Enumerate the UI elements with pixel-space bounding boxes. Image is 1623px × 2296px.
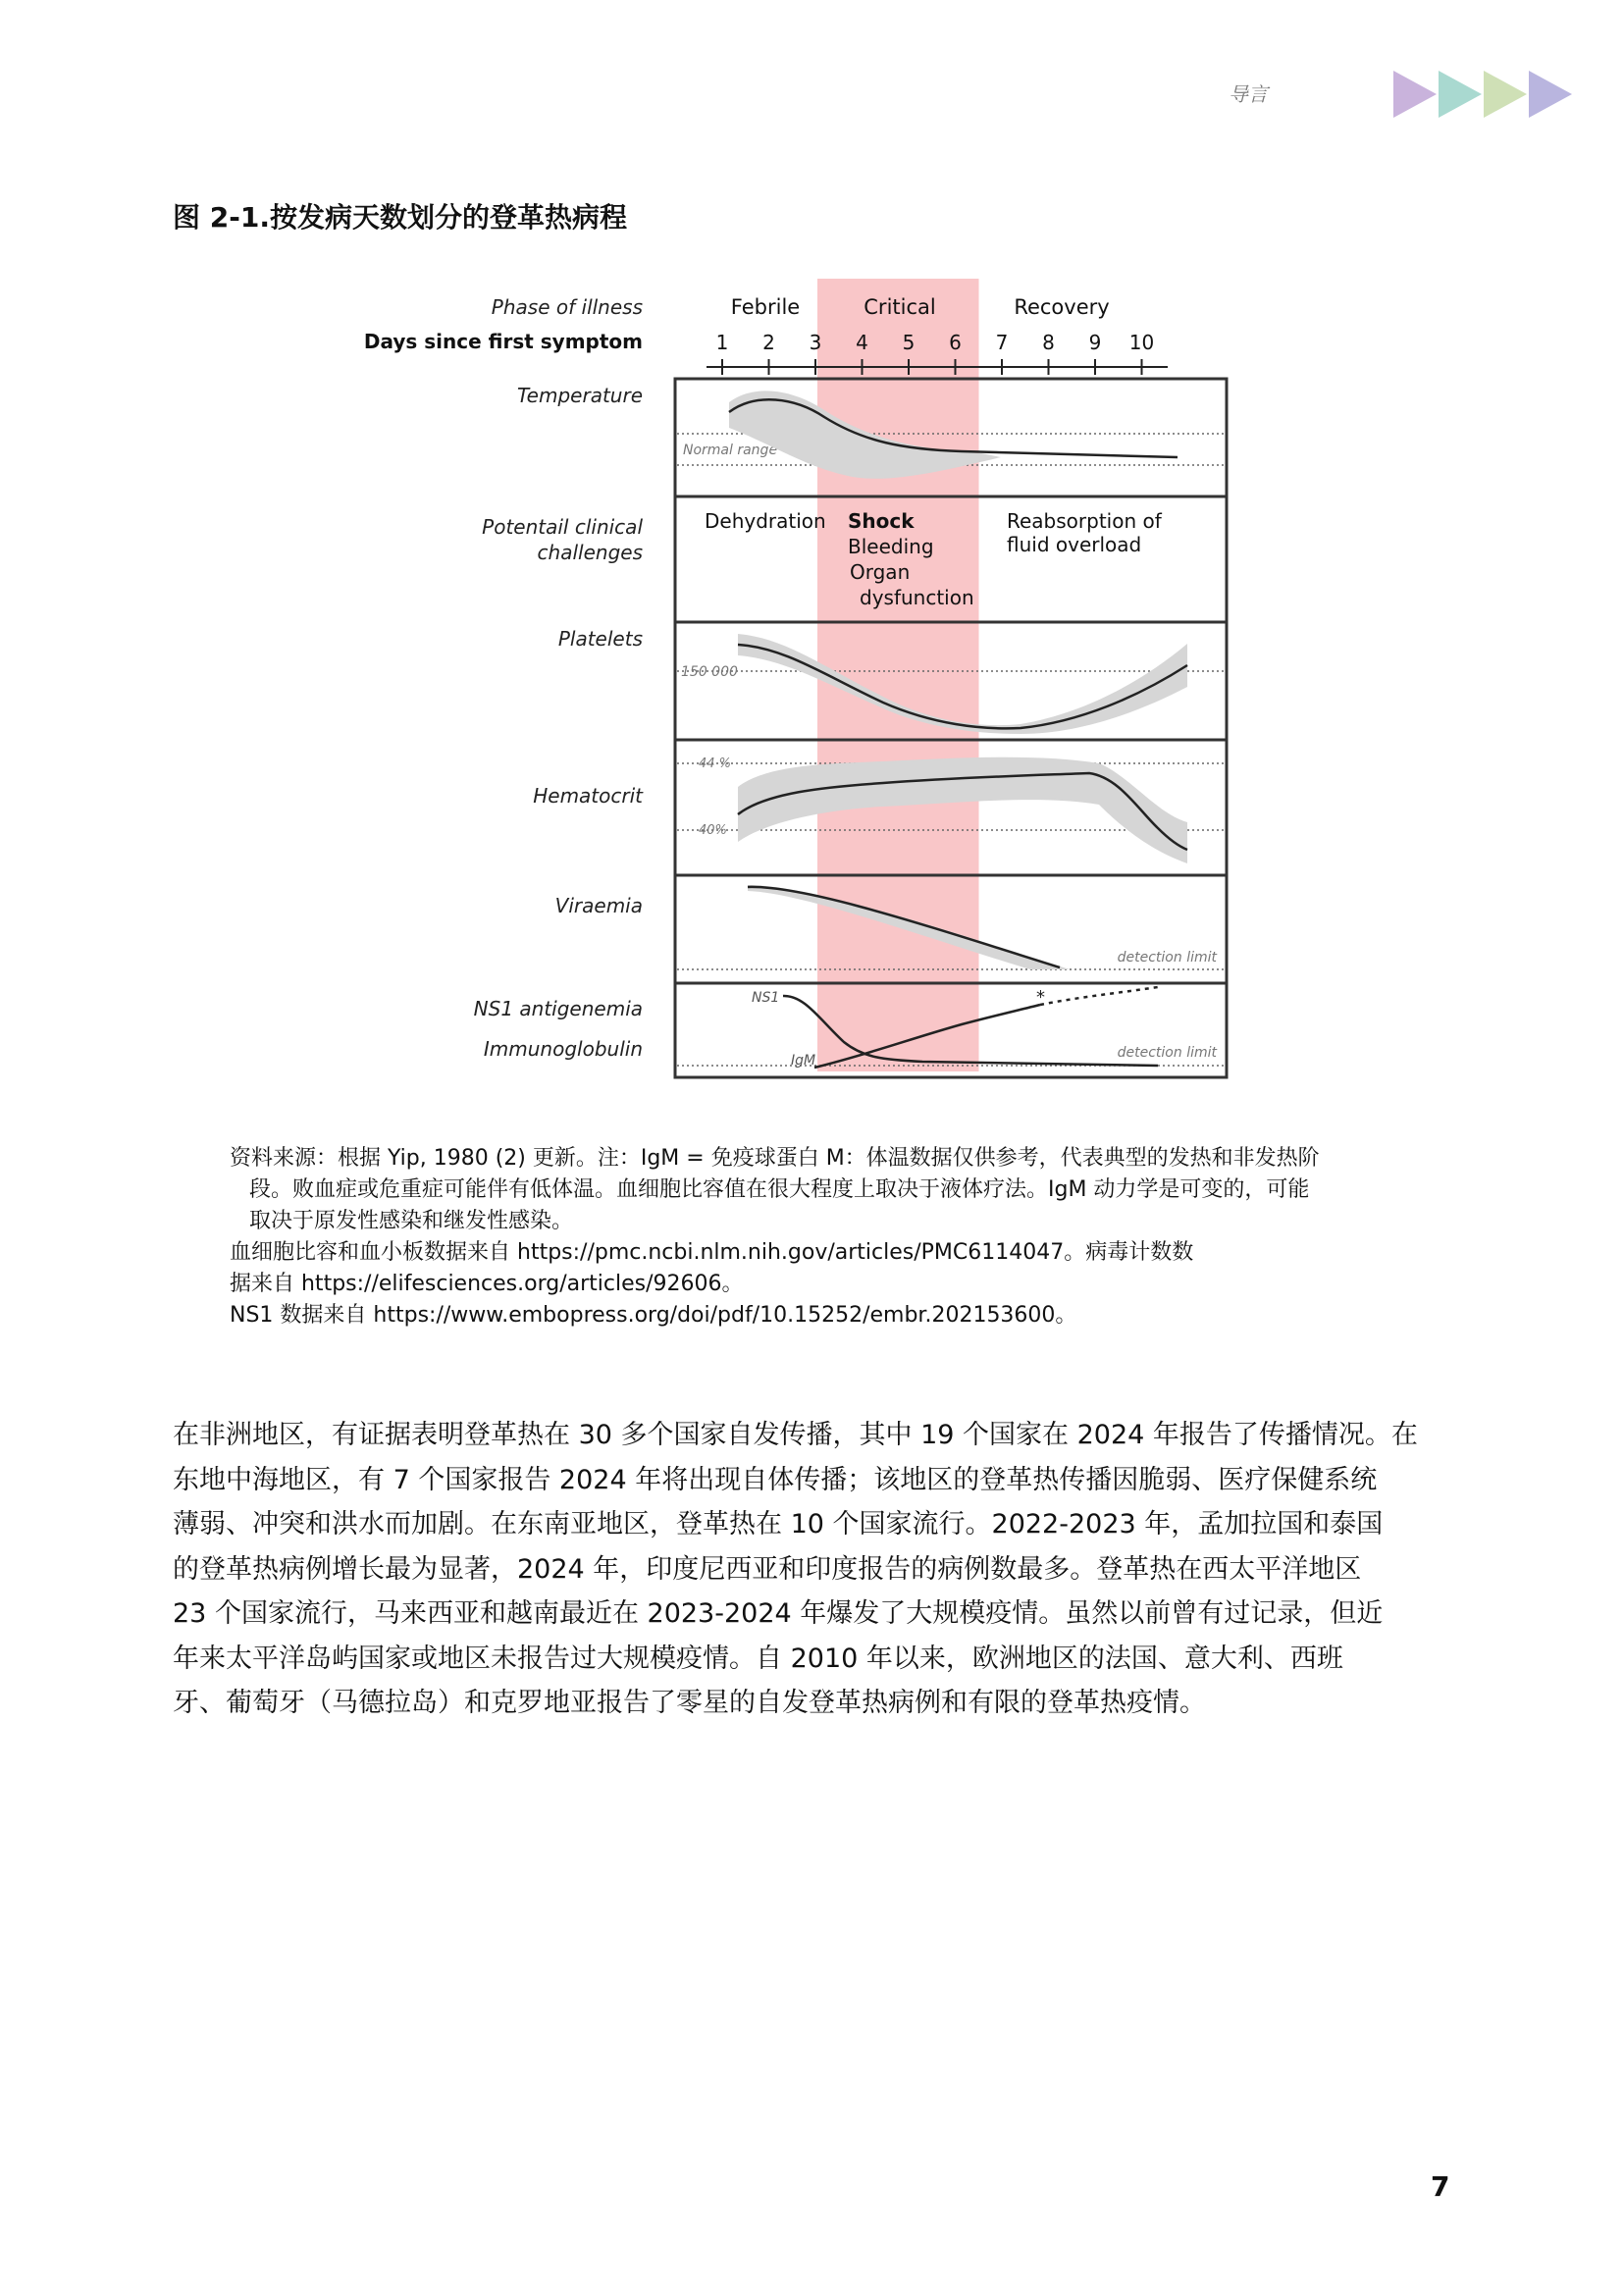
- source-line: 取决于原发性感染和继发性感染。: [249, 1209, 574, 1233]
- paragraph-line: 年来太平洋岛屿国家或地区未报告过大规模疫情。自 2010 年以来，欧洲地区的法国、意大利、西班: [173, 1643, 1343, 1674]
- figure-title: 图 2-1.按发病天数划分的登革热病程: [173, 201, 627, 234]
- igm-asterisk: *: [1036, 987, 1045, 1008]
- challenge-shock: Shock: [848, 509, 915, 533]
- hematocrit-44-label: 44 %: [699, 757, 732, 771]
- ns1-curve-label: NS1: [752, 990, 780, 1006]
- challenge-dehydration: Dehydration: [705, 509, 826, 533]
- page-number: 7: [1431, 2170, 1450, 2203]
- source-line: 资料来源：根据 Yip, 1980 (2) 更新。注：IgM = 免疫球蛋白 M：体温数据仅供参考，代表典型的发热和非发热阶: [230, 1146, 1320, 1171]
- paragraph-line: 薄弱、冲突和洪水而加剧。在东南亚地区，登革热在 10 个国家流行。2022-2023 年，孟加拉国和泰国: [173, 1509, 1384, 1539]
- day-tick-label: 4: [856, 331, 868, 354]
- source-line: 据来自 https://elifesciences.org/articles/92606。: [230, 1272, 744, 1296]
- temperature-label: Temperature: [516, 384, 643, 407]
- dengue-course-figure: [363, 265, 1256, 1099]
- paragraph-line: 的登革热病例增长最为显著，2024 年，印度尼西亚和印度报告的病例数最多。登革热在西太平洋地区: [173, 1553, 1362, 1585]
- arrow-icon-2: [1439, 71, 1482, 118]
- day-tick-label: 9: [1088, 331, 1102, 354]
- ns1-label: NS1 antigenemia: [473, 997, 643, 1020]
- temperature-normal-range-label: Normal range: [683, 443, 778, 458]
- source-line: NS1 数据来自 https://www.embopress.org/doi/pdf/10.15252/embr.202153600。: [230, 1303, 1077, 1328]
- arrow-icon-4: [1529, 71, 1572, 118]
- paragraph-line: 东地中海地区，有 7 个国家报告 2024 年将出现自体传播；该地区的登革热传播因脆弱、医疗保健系统: [173, 1464, 1378, 1495]
- challenge-organ: Organ: [850, 560, 911, 584]
- paragraph-line: 在非洲地区，有证据表明登革热在 30 多个国家自发传播，其中 19 个国家在 2024 年报告了传播情况。在: [173, 1420, 1418, 1450]
- igm-projected-curve: [1040, 987, 1158, 1005]
- day-tick-label: 1: [715, 331, 729, 354]
- challenge-dysfunction: dysfunction: [860, 586, 974, 609]
- header-arrows-decoration: [1393, 69, 1580, 120]
- section-label: 导言: [1229, 82, 1268, 106]
- challenge-reabsorption: Reabsorption of: [1007, 509, 1162, 533]
- paragraph-line: 23 个国家流行，马来西亚和越南最近在 2023-2024 年爆发了大规模疫情。虽然以前曾有过记录，但近: [173, 1598, 1384, 1629]
- day-tick-label: 7: [995, 331, 1009, 354]
- phase-row-label: Phase of illness: [491, 295, 643, 319]
- body-paragraph: [173, 1413, 1478, 1726]
- phase-label-critical: Critical: [864, 295, 936, 319]
- immunoglobulin-label: Immunoglobulin: [483, 1037, 643, 1061]
- arrow-icon-1: [1393, 71, 1437, 118]
- phase-label-recovery: Recovery: [1014, 295, 1110, 319]
- hematocrit-label: Hematocrit: [533, 784, 643, 808]
- paragraph-line: 牙、葡萄牙（马德拉岛）和克罗地亚报告了零星的自发登革热病例和有限的登革热疫情。: [173, 1688, 1206, 1718]
- ns1-detection-label: detection limit: [1117, 1045, 1217, 1061]
- day-tick-label: 8: [1042, 331, 1055, 354]
- day-tick-label: 3: [809, 331, 822, 354]
- figure-source-notes: [230, 1143, 1446, 1331]
- source-line: 血细胞比容和血小板数据来自 https://pmc.ncbi.nlm.nih.gov/articles/PMC6114047。病毒计数数: [230, 1240, 1194, 1265]
- arrow-icon-3: [1484, 71, 1527, 118]
- days-row-label: Days since first symptom: [363, 330, 643, 353]
- day-tick-label: 6: [949, 331, 962, 354]
- phase-label-febrile: Febrile: [730, 295, 801, 319]
- challenges-label-line1: Potentail clinical: [482, 515, 643, 539]
- platelets-label: Platelets: [557, 627, 643, 651]
- viraemia-label: Viraemia: [554, 894, 643, 917]
- platelets-reference-label: 150 000: [681, 664, 738, 680]
- hematocrit-40-label: 40%: [699, 823, 727, 838]
- challenge-fluid-overload: fluid overload: [1007, 533, 1142, 556]
- day-tick-label: 5: [902, 331, 916, 354]
- challenge-bleeding: Bleeding: [848, 535, 934, 558]
- igm-curve-label: IgM: [791, 1053, 816, 1069]
- day-tick-label: 2: [762, 331, 775, 354]
- source-line: 段。败血症或危重症可能伴有低体温。血细胞比容值在很大程度上取决于液体疗法。IgM 动力学是可变的，可能: [249, 1177, 1310, 1202]
- viraemia-detection-label: detection limit: [1117, 950, 1217, 965]
- challenges-label-line2: challenges: [537, 541, 643, 564]
- day-tick-label: 10: [1128, 331, 1155, 354]
